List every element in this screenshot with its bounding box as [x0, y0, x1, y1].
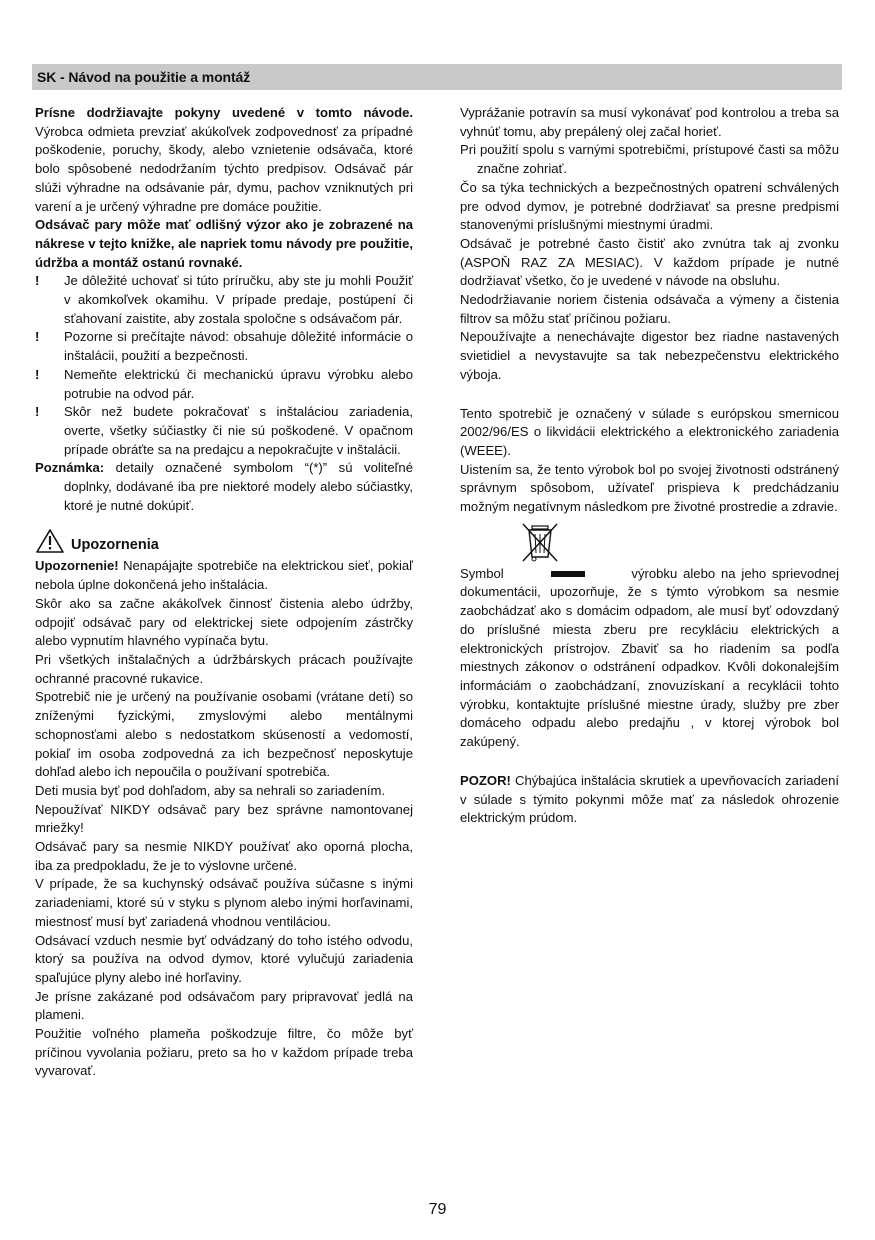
exclamation-mark: !	[35, 366, 40, 382]
weee-symbol-area	[460, 517, 839, 565]
paragraph: Pri použití spolu s varnými spotrebičmi, prístupové časti sa môžu značne zohriať.	[460, 142, 839, 177]
paragraph: Čo sa týka technických a bezpečnostných opatrení schválených pre odvod dymov, je potrebné dodržiavať sa presne predpismi stanovenými príslušnými miestnymi úradmi.	[460, 179, 839, 233]
pozor-label: POZOR!	[460, 772, 511, 788]
symbol-paragraph	[460, 565, 839, 752]
paragraph: Je prísne zakázané pod odsávačom pary pripravovať jedlá na plameni.	[35, 988, 413, 1023]
paragraph: Nedodržiavanie noriem čistenia odsávača a výmeny a čistenia filtrov sa môžu stať príčinou požiaru.	[460, 292, 839, 326]
warnings-heading	[35, 529, 413, 557]
bullet-item	[35, 328, 413, 365]
paragraph: V prípade, že sa kuchynský odsávač používa súčasne s inými zariadeniami, ktoré sú v styku s plynom alebo inými horľavinami, miestnosť musí byť zariadená vhodnou ventiláciou.	[35, 876, 413, 929]
paragraph: Vyprážanie potravín sa musí vykonávať pod kontrolou a treba sa vyhnúť tomu, aby prepálený olej začal horieť.	[460, 105, 839, 139]
paragraph: Skôr ako sa začne akákoľvek činnosť čistenia alebo údržby, odpojiť odsávač pary od elektrickej siete odpojením zástrčky alebo vypnutím hlavného vypínača bytu.	[35, 595, 413, 649]
note-text: detaily označené symbolom “(*)” sú voliteľné doplnky, dodávané iba pre niektoré modely alebo súčiastky, ktoré je nutné dokúpiť.	[64, 460, 413, 513]
paragraph: Odsávač pary sa nesmie NIKDY používať ako oporná plocha, iba za predpokladu, že je to výslovne určené.	[35, 839, 413, 873]
intro-bold: Prísne dodržiavajte pokyny uvedené v tomto návode.	[35, 105, 413, 120]
bullet-item	[35, 366, 413, 403]
paragraph: Odsávač je potrebné často čistiť ako zvnútra tak aj zvonku (ASPOŇ RAZ ZA MESIAC). V každom prípade je nutné dodržiavať všetko, čo je uvedené v návode na obsluhu.	[460, 235, 839, 289]
warning-triangle-icon	[35, 528, 65, 560]
exclamation-mark: !	[35, 404, 40, 420]
bullet-text: Pozorne si prečítajte návod: obsahuje dôležité informácie o inštalácii, použití a bezpečnosti.	[64, 329, 413, 364]
note-label: Poznámka:	[35, 460, 105, 476]
bullet-text: Nemeňte elektrickú či mechanickú úpravu výrobku alebo potrubie na odvod pár.	[64, 366, 413, 401]
intro-text: Výrobca odmieta prevziať akúkoľvek zodpovednosť za prípadné poškodenie, poruchy, škody, alebo vznietenie odsávača, ktoré bolo spôsobené nedodržaním týchto predpisov. Odsávač pár slúži výhradne na odsávanie pár, dymu, pachov vzniknutých pri varení a je určený výhradne pre domáce použitie.	[35, 123, 413, 214]
section-header	[32, 64, 842, 90]
symbol-word: Symbol	[460, 565, 504, 581]
spacer	[460, 385, 839, 405]
section-title: SK - Návod na použitie a montáž	[37, 69, 251, 85]
page-number: 79	[428, 1201, 447, 1218]
paragraph: Použitie voľného plameňa poškodzuje filtre, čo môže byť príčinou vyvolania požiaru, preto sa ho v každom prípade treba vyvarovať.	[35, 1026, 413, 1079]
paragraph: Pri všetkých inštalačných a údržbárskych prácach používajte ochranné pracovné rukavice.	[35, 651, 413, 686]
warning-text: Nenapájajte spotrebiče na elektrickou sieť, pokiaľ nebola úplne dokončená jeho inštalácia.	[35, 558, 413, 593]
black-bar-icon	[551, 571, 585, 577]
crossed-bin-icon	[520, 521, 560, 571]
warning-paragraph	[35, 557, 413, 594]
symbol-text: výrobku alebo na jeho sprievodnej dokumentácii, upozorňuje, že s týmto výrobkom sa nesmie zaobchádzať ako s domácim odpadom, ale musí byť odovzdaný do príslušné miesta zberu pre recykláciu elektrických a elektronických prístrojov. Zbaviť sa ho riadením sa podľa miestnych zákonov o odstránení odpadkov. Kvôli dokonalejším informáciám o zaobchádzaní, znovuzískaní a recyklácii tohto výrobku, kontaktujte príslušné miestne úrady, služby pre zber domáceho odpadu alebo predajňu , v ktorej výrobok bol zakúpený.	[460, 565, 839, 750]
weee-paragraph: Tento spotrebič je označený v súlade s európskou smernicou 2002/96/ES o likvidácii elektrického a elektronického zariadenia (WEEE).	[460, 405, 839, 458]
note-paragraph	[35, 459, 413, 515]
left-column	[35, 104, 413, 1081]
paragraph: Odsávací vzduch nesmie byť odvádzaný do toho istého odvodu, ktorý sa používa na odvod dymov, ktoré vylučujú zariadenia spaľujúce plyny alebo iné horľaviny.	[35, 932, 413, 985]
appearance-note: Odsávač pary môže mať odlišný výzor ako je zobrazené na nákrese v tejto knižke, ale napriek tomu návody pre použitie, údržba a montáž ostanú rovnaké.	[35, 217, 413, 270]
pozor-paragraph	[460, 772, 839, 828]
exclamation-mark: !	[35, 329, 40, 345]
paragraph: Deti musia byť pod dohľadom, aby sa nehrali so zariadením.	[35, 782, 386, 798]
warning-label: Upozornenie!	[35, 558, 119, 574]
bullet-text: Skôr než budete pokračovať s inštaláciou zariadenia, overte, všetky súčiastky či nie sú poškodené. V opačnom prípade obráťte sa na predajcu a nepokračujte v inštalácii.	[64, 404, 413, 457]
bullet-item	[35, 403, 413, 459]
right-column	[460, 104, 839, 828]
paragraph: Nepoužívajte a nenechávajte digestor bez riadne nastavených svietidiel a nevystavujte sa tak nebezpečenstvu elektrického výboja.	[460, 329, 839, 382]
spacer	[460, 752, 839, 772]
weee-paragraph: Uistením sa, že tento výrobok bol po svojej životnosti odstránený správnym spôsobom, užívateľ prispieva k predchádzaniu možným negatívnym následkom pre životné prostredie a zdravie.	[460, 461, 839, 515]
paragraph: Nepoužívať NIKDY odsávač pary bez správne namontovanej mriežky!	[35, 801, 413, 836]
paragraph: Spotrebič nie je určený na používanie osobami (vrátane detí) so zníženými fyzickými, zmyslovými alebo mentálnymi schopnosťami alebo s nedostatkom skúseností a vedomostí, pokiaľ im osoba zodpovedná za ich bezpečnosť neposkytuje dohľad alebo ich nepoučila o používaní spotrebiča.	[35, 689, 413, 780]
exclamation-mark: !	[35, 273, 40, 289]
bullet-text: Je dôležité uchovať si túto príručku, aby ste ju mohli Použiť v akomkoľvek okamihu. V prípade predaje, postúpení či sťahovaní zaistite, aby zostala spoločne s odsávačom pár.	[64, 273, 413, 326]
warnings-title: Upozornenia	[71, 537, 159, 554]
bullet-item	[35, 272, 413, 328]
intro-paragraph	[35, 104, 413, 216]
pozor-text: Chýbajúca inštalácia skrutiek a upevňovacích zariadení v súlade s týmito pokynmi môže mať za následok ohrozenie elektrickým prúdom.	[460, 772, 839, 826]
